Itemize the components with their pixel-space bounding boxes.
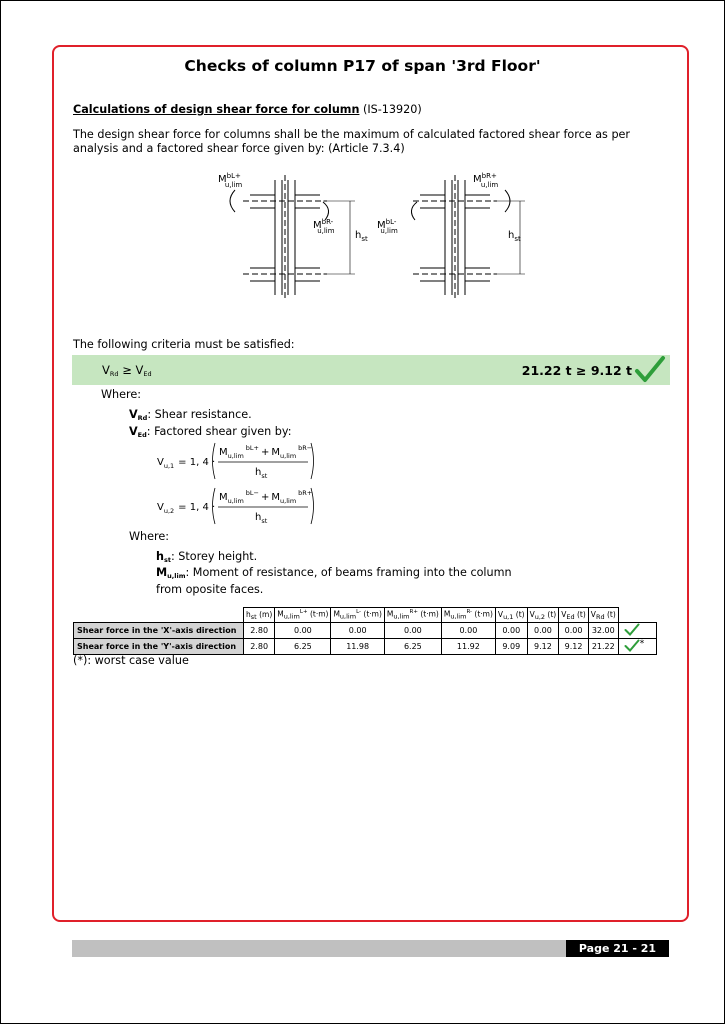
where-label-2: Where: [129, 530, 170, 543]
table-cell: 9.12 [559, 639, 589, 655]
criteria-expression: $V_{Rd} \ge V_{Ed}$ [102, 363, 152, 378]
svg-text:hst: $h_{st}$ [255, 512, 268, 525]
table-cell: 0.00 [527, 623, 559, 639]
col-m-rp: $M_{u,lim}^{R+}$ (t·m) [384, 608, 441, 623]
svg-text:Mu,limbL−+Mu,limbR+: $M_{u,lim}^{bL-} + M_{u,lim}^{bR+}$ [219, 489, 313, 505]
svg-text:Mu,limbL++Mu,limbR−: $M_{u,lim}^{bL+} + M_{u,lim}^{bR-}$ [219, 444, 313, 460]
row-label: Shear force in the 'X'-axis direction [74, 623, 244, 639]
table-cell: 0.00 [275, 623, 331, 639]
right-mom-mid-label: $M^{bL-}u,\lim$ [377, 218, 398, 235]
svg-text:hst: $h_{st}$ [255, 467, 268, 480]
check-icon [634, 355, 666, 385]
row-label: Shear force in the 'Y'-axis direction [74, 639, 244, 655]
col-vrd: $V_{Rd}$ (t) [588, 608, 618, 623]
right-mom-top-label: $M^{bR+}$ u,lim [473, 172, 499, 189]
def-hst: $h_{st}$: Storey height. [156, 550, 258, 564]
def-vrd: $V_{Rd}$: Shear resistance. [129, 408, 252, 422]
check-icon [624, 639, 640, 652]
worst-case-marker: * [639, 639, 645, 649]
col-vu2: $V_{u,2}$ (t) [527, 608, 559, 623]
col-vu1: $V_{u,1}$ (t) [495, 608, 527, 623]
left-mom-top-label: $M^{bL+}$ u,lim [218, 172, 243, 189]
footnote: (*): worst case value [73, 654, 189, 667]
table-row [74, 623, 657, 639]
criteria-bar [72, 355, 670, 385]
col-m-lp: $M_{u,lim}^{L+}$ (t·m) [275, 608, 331, 623]
section-heading [73, 103, 422, 116]
def-ved: $V_{Ed}$: Factored shear given by: [129, 425, 292, 439]
table-cell: 2.80 [244, 623, 275, 639]
row-status [618, 639, 656, 655]
table-cell: 21.22 [588, 639, 618, 655]
svg-text:Vu,2= 1, 4 ·: $V_{u,2} = 1$, 4 · [157, 502, 216, 515]
col-ved: $V_{Ed}$ (t) [559, 608, 589, 623]
page-number: Page 21 - 21 [566, 940, 669, 957]
table-cell: 9.09 [495, 639, 527, 655]
col-m-rm: $M_{u,lim}^{R-}$ (t·m) [441, 608, 495, 623]
check-icon [624, 623, 640, 636]
table-header-row [74, 608, 657, 623]
table-cell: 6.25 [275, 639, 331, 655]
col-hst: $h_{st}$ (m) [244, 608, 275, 623]
formula-vu1 [155, 440, 325, 482]
shear-table [73, 607, 657, 655]
joint-diagram [205, 170, 535, 320]
left-height-label: $h_{st}$ [355, 230, 368, 243]
table-cell: 0.00 [384, 623, 441, 639]
table-cell: 2.80 [244, 639, 275, 655]
section-heading-text: Calculations of design shear force for column [73, 103, 360, 116]
table-cell: 6.25 [384, 639, 441, 655]
criteria-intro: The following criteria must be satisfied: [73, 338, 295, 351]
formula-vu2 [155, 485, 325, 527]
where-label-1: Where: [101, 388, 142, 401]
table-cell: 0.00 [495, 623, 527, 639]
table-cell: 32.00 [588, 623, 618, 639]
intro-paragraph: The design shear force for columns shall be the maximum of calculated factored shear force as per analysis and a factored shear force given by: (Article 7.3.4) [73, 128, 631, 155]
table-cell: 11.98 [331, 639, 384, 655]
left-joint-drawing [230, 175, 355, 300]
table-cell: 0.00 [331, 623, 384, 639]
footer-bar [72, 940, 566, 957]
left-mom-mid-label: $M^{bR-}u,\lim$ [313, 218, 335, 235]
svg-text:Vu,1= 1, 4 ·: $V_{u,1} = 1$, 4 · [157, 457, 216, 470]
right-height-label: $h_{st}$ [508, 230, 521, 243]
table-cell: 9.12 [527, 639, 559, 655]
table-row [74, 639, 657, 655]
def-mulim: $M_{u,lim}$: Moment of resistance, of beams framing into the column from oposite faces. [156, 566, 512, 596]
table-cell: 0.00 [441, 623, 495, 639]
row-status [618, 623, 656, 639]
table-cell: 11.92 [441, 639, 495, 655]
page-title: Checks of column P17 of span '3rd Floor' [184, 57, 541, 75]
section-ref: (IS-13920) [363, 103, 422, 116]
table-cell: 0.00 [559, 623, 589, 639]
col-m-lm: $M_{u,lim}^{L-}$ (t·m) [331, 608, 384, 623]
criteria-result: 21.22 t ≥ 9.12 t [521, 363, 632, 378]
